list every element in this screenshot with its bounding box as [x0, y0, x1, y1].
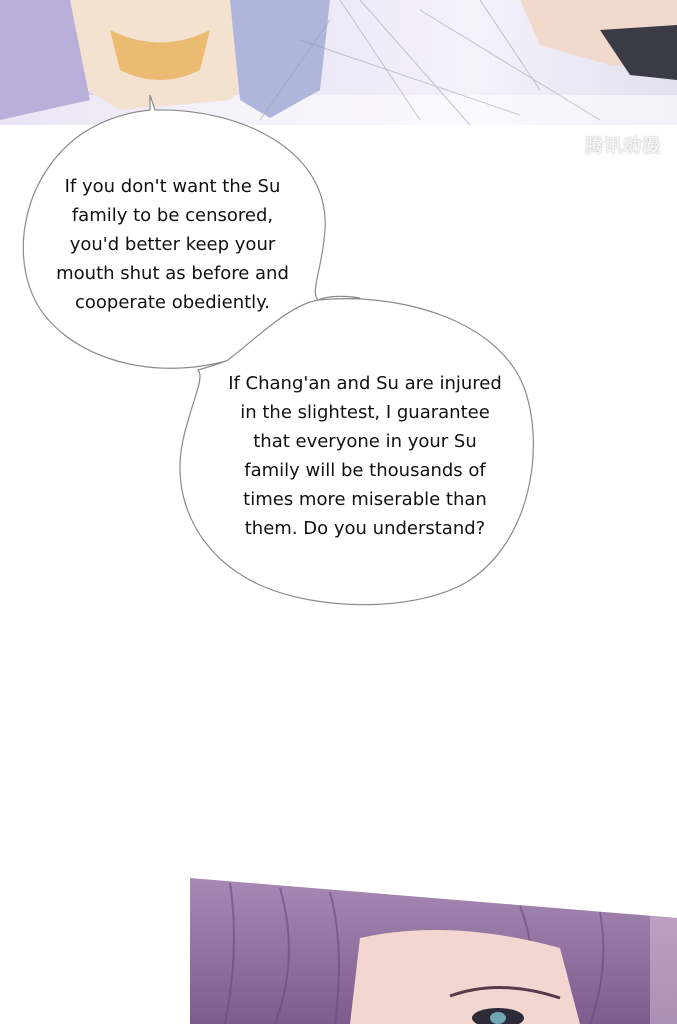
bubble-line: family to be censored,	[71, 205, 274, 226]
bubble-line: them. Do you understand?	[244, 518, 486, 539]
bubble-line: family will be thousands of	[244, 460, 486, 481]
bubble-line: you'd better keep your	[69, 234, 276, 255]
bottom-illustration-panel	[0, 878, 677, 1024]
bubble-line: If you don't want the Su	[64, 176, 281, 197]
speech-bubble-1-text	[50, 172, 295, 317]
bubble-line: mouth shut as before and	[56, 263, 289, 284]
bubble-line: in the slightest, I guarantee	[240, 402, 490, 423]
bubble-line: that everyone in your Su	[253, 431, 477, 452]
bubble-line: If Chang'an and Su are injured	[228, 373, 502, 394]
speech-bubble-2-text	[225, 369, 505, 543]
publisher-watermark: 腾讯动漫	[585, 136, 661, 157]
bubble-line: cooperate obediently.	[75, 292, 270, 313]
bubble-line: times more miserable than	[243, 489, 487, 510]
